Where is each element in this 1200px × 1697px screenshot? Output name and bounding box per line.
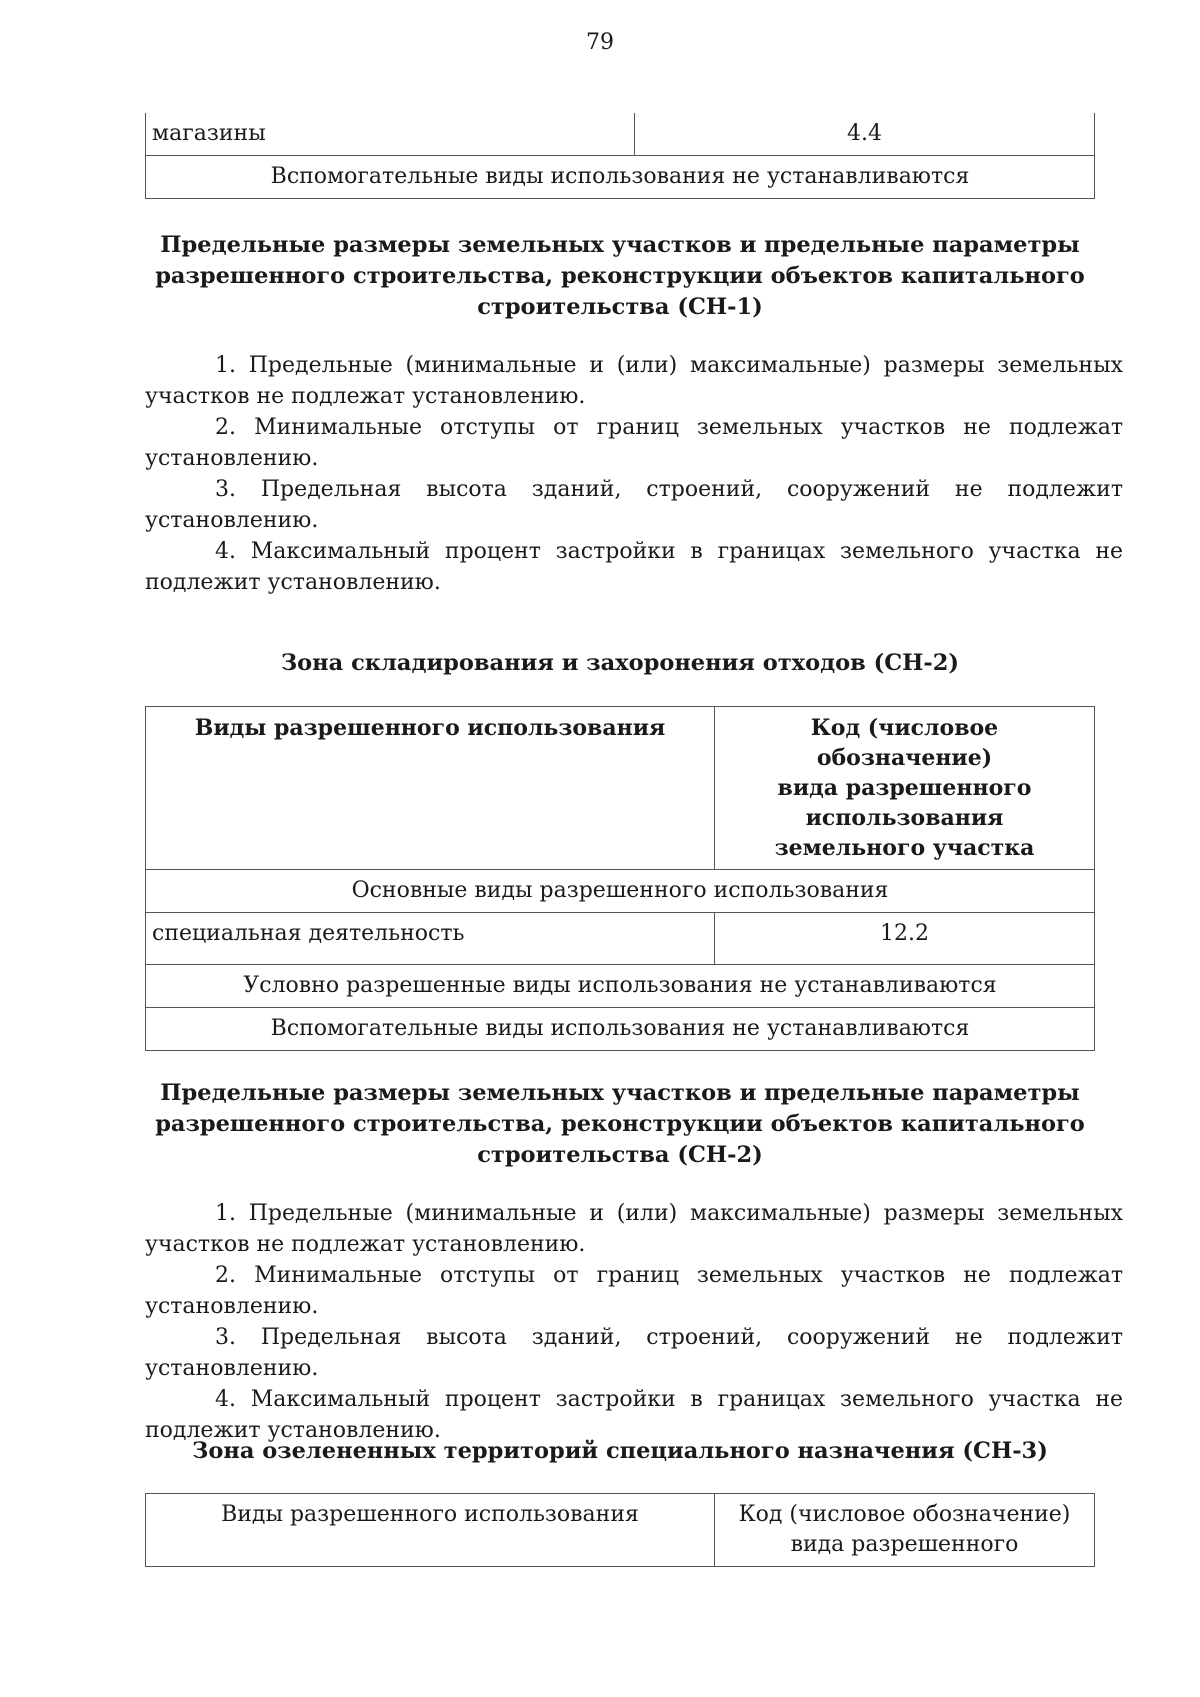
heading-sn1 bbox=[145, 230, 1095, 323]
param-item: 3. Предельная высота зданий, строений, сооружений не подлежит установлению. bbox=[145, 477, 1123, 533]
use-name-cell: специальная деятельность bbox=[146, 913, 715, 965]
heading-line: Предельные размеры земельных участков и предельные параметры bbox=[160, 1080, 1080, 1106]
aux-uses-cell: Вспомогательные виды использования не устанавливаются bbox=[146, 156, 1095, 199]
zone-sn2-title: Зона складирования и захоронения отходов (СН-2) bbox=[280, 650, 960, 676]
table-row bbox=[146, 1008, 1095, 1051]
heading-line: строительства (СН-2) bbox=[477, 1142, 763, 1168]
header-line: земельного участка bbox=[774, 835, 1035, 861]
param-item: 1. Предельные (минимальные и (или) максимальные) размеры земельных участков не подлежат установлению. bbox=[145, 1201, 1123, 1257]
header-uses-cell: Виды разрешенного использования bbox=[146, 1494, 715, 1567]
params-sn1 bbox=[145, 350, 1123, 598]
param-item: 2. Минимальные отступы от границ земельных участков не подлежат установлению. bbox=[145, 415, 1123, 471]
use-name-cell: магазины bbox=[146, 113, 635, 156]
table-row bbox=[146, 113, 1095, 156]
main-uses-section: Основные виды разрешенного использования bbox=[146, 870, 1095, 913]
param-item: 3. Предельная высота зданий, строений, сооружений не подлежит установлению. bbox=[145, 1325, 1123, 1381]
page-number: 79 bbox=[586, 30, 614, 55]
header-line: использования bbox=[805, 805, 1004, 831]
table-row bbox=[146, 965, 1095, 1008]
heading-line: разрешенного строительства, реконструкции объектов капитального bbox=[155, 263, 1085, 289]
aux-uses-section: Вспомогательные виды использования не устанавливаются bbox=[146, 1008, 1095, 1051]
uses-table-sn3 bbox=[145, 1493, 1095, 1567]
params-sn2 bbox=[145, 1198, 1123, 1446]
use-code-cell: 12.2 bbox=[715, 913, 1095, 965]
table-sn2-wrap bbox=[145, 706, 1125, 1051]
table-row bbox=[146, 913, 1095, 965]
heading-line: разрешенного строительства, реконструкции объектов капитального bbox=[155, 1111, 1085, 1137]
header-line: вида разрешенного bbox=[790, 1532, 1019, 1557]
table-sn3-wrap bbox=[145, 1493, 1125, 1567]
param-item: 4. Максимальный процент застройки в границах земельного участка не подлежит установлению. bbox=[145, 539, 1123, 595]
zone-sn3-title: Зона озелененных территорий специального назначения (СН-3) bbox=[192, 1438, 1048, 1464]
table-top-continuation bbox=[145, 113, 1125, 199]
header-uses-cell: Виды разрешенного использования bbox=[146, 707, 715, 870]
conditional-uses-section: Условно разрешенные виды использования не устанавливаются bbox=[146, 965, 1095, 1008]
param-item: 2. Минимальные отступы от границ земельных участков не подлежат установлению. bbox=[145, 1263, 1123, 1319]
header-line: Код (числовое обозначение) bbox=[810, 715, 999, 771]
heading-line: строительства (СН-1) bbox=[477, 294, 763, 320]
param-item: 4. Максимальный процент застройки в границах земельного участка не подлежит установлению. bbox=[145, 1387, 1123, 1443]
param-item: 1. Предельные (минимальные и (или) максимальные) размеры земельных участков не подлежат установлению. bbox=[145, 353, 1123, 409]
table-header-row bbox=[146, 1494, 1095, 1567]
uses-table-sn2 bbox=[145, 706, 1095, 1051]
header-code-cell bbox=[715, 1494, 1095, 1567]
header-line: Код (числовое обозначение) bbox=[738, 1502, 1071, 1527]
header-code-cell bbox=[715, 707, 1095, 870]
table-row bbox=[146, 156, 1095, 199]
table-header-row bbox=[146, 707, 1095, 870]
table-row bbox=[146, 870, 1095, 913]
uses-table-top bbox=[145, 113, 1095, 199]
heading-sn2 bbox=[145, 1078, 1095, 1171]
header-line: вида разрешенного bbox=[777, 775, 1032, 801]
heading-line: Предельные размеры земельных участков и предельные параметры bbox=[160, 232, 1080, 258]
use-code-cell: 4.4 bbox=[635, 113, 1095, 156]
